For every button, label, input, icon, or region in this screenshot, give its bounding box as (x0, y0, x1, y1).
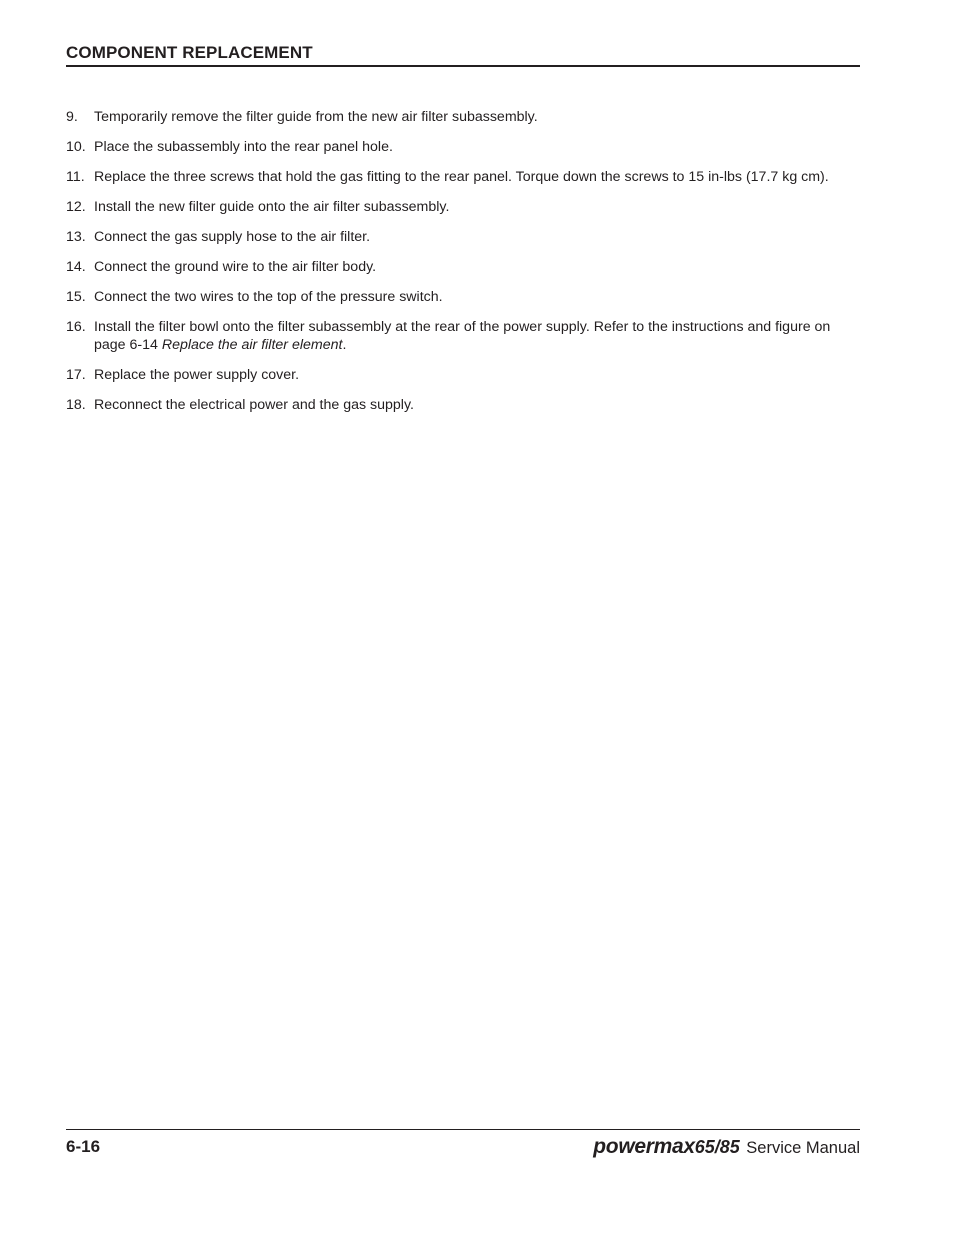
step-text: Connect the ground wire to the air filter body. (94, 259, 377, 275)
list-item (66, 228, 860, 246)
step-number: 18. (66, 397, 86, 413)
step-number: 13. (66, 229, 86, 245)
step-number: 17. (66, 367, 86, 383)
step-text-end: . (342, 337, 347, 353)
step-text (94, 319, 830, 353)
step-text: Reconnect the electrical power and the gas supply. (94, 397, 414, 413)
step-text: Replace the power supply cover. (94, 367, 300, 383)
manual-title (593, 1135, 860, 1161)
page-header (66, 43, 860, 67)
list-item (66, 198, 860, 216)
cross-reference-link[interactable]: Replace the air filter element (161, 337, 343, 353)
step-number: 15. (66, 289, 86, 305)
list-item (66, 366, 860, 384)
page-number: 6-16 (66, 1137, 101, 1156)
model-number: 65/85 (694, 1137, 740, 1157)
step-text: Place the subassembly into the rear panel hole. (94, 139, 393, 155)
step-text: Connect the gas supply hose to the air filter. (94, 229, 371, 245)
step-text-main: Install the filter bowl onto the filter subassembly at the rear of the power supply. Refer to the instructions and figure on page 6-14 (94, 319, 831, 353)
step-number: 14. (66, 259, 86, 275)
procedure-steps (66, 108, 860, 426)
list-item (66, 258, 860, 276)
step-number: 10. (66, 139, 86, 155)
list-item (66, 318, 860, 354)
step-text: Replace the three screws that hold the gas fitting to the rear panel. Torque down the screws to 15 in-lbs (17.7 kg cm). (94, 169, 829, 185)
step-text: Connect the two wires to the top of the pressure switch. (94, 289, 443, 305)
step-number: 9. (66, 109, 78, 125)
step-text: Temporarily remove the filter guide from the new air filter subassembly. (94, 109, 538, 125)
step-number: 11. (66, 169, 85, 185)
list-item (66, 288, 860, 306)
section-title: COMPONENT REPLACEMENT (66, 43, 313, 62)
list-item (66, 168, 860, 186)
step-number: 16. (66, 319, 86, 335)
list-item (66, 108, 860, 126)
brand-logo: powermax (593, 1135, 695, 1158)
page-footer (66, 1129, 860, 1170)
step-text: Install the new filter guide onto the air filter subassembly. (94, 199, 450, 215)
list-item (66, 396, 860, 414)
manual-suffix: Service Manual (746, 1139, 860, 1157)
step-number: 12. (66, 199, 86, 215)
list-item (66, 138, 860, 156)
